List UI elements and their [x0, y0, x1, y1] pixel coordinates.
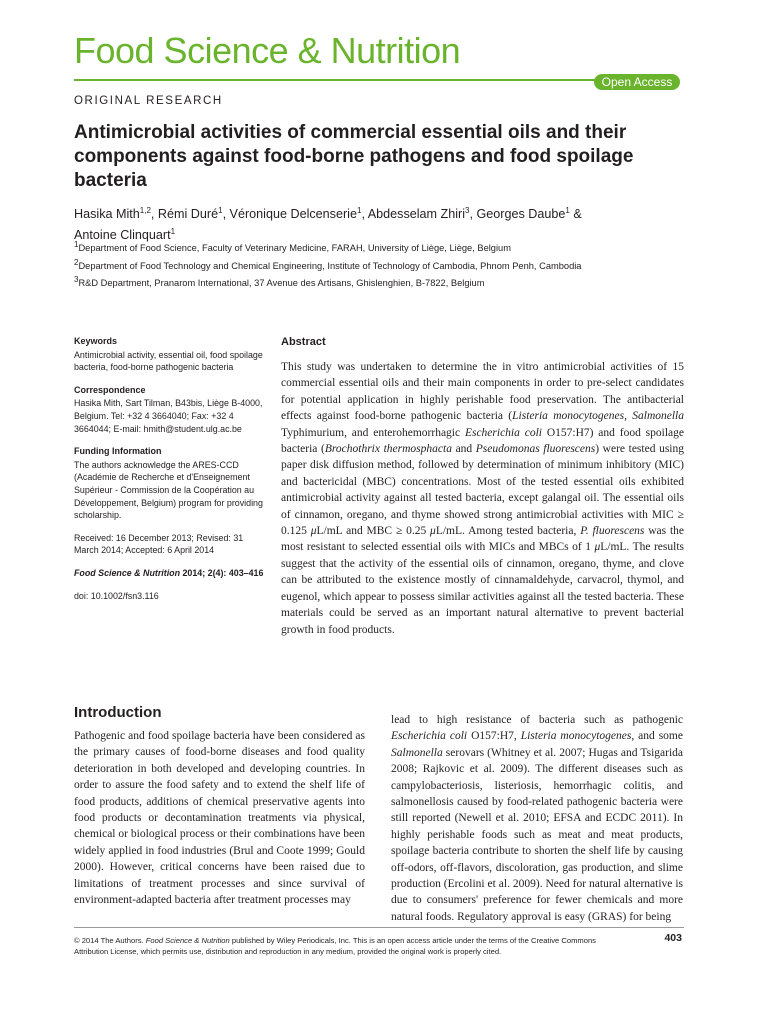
correspondence-text: Hasika Mith, Sart Tilman, B43bis, Liège B-4000, Belgium. Tel: +32 4 3664040; Fax: +32 4 3664044; E-mail: hmith@student.ulg.ac.be: [74, 398, 263, 434]
introduction-column-1: Pathogenic and food spoilage bacteria have been considered as the primary causes of food-borne diseases and food quality deterioration in both developed and developing countries. In order to assure the food safety and to extend the shelf life of food products, additions of chemical preservative agents into food products or decontamination treatments via physical, chemical or biological process or their combinations have been widely applied in food industries (Brul and Coote 1999; Gould 2000). However, critical concerns have been raised due to limitations of treatment processes and since survival of environment-adapted bacteria after treatment processes may: [74, 730, 365, 907]
affiliation-2: $^2$Department of Food Technology and Chemical Engineering, Institute of Technology of Cambodia, Phnom Penh, Cambodia: [74, 257, 582, 271]
affiliations: [74, 238, 694, 291]
funding-heading: Funding Information: [74, 446, 162, 457]
introduction-column-2: lead to high resistance of bacteria such as pathogenic Escherichia coli O157:H7, Listeria monocytogenes, and some Salmonella serovars (Whitney et al. 2007; Hugas and Tsigarida 2008; Rajkovic et al. 2009). The different diseases such as campylobacteriosis, listeriosis, hemorrhagic colitis, and salmonellosis caused by food-related pathogenic bacteria were still reported (Newell et al. 2010; EFSA and ECDC 2011). In highly perishable foods such as meat and meat products, spoilage bacteria contribute to shorten the shelf life by causing off-odors, off-flavors, discoloration, gas production, and slime production (Ercolini et al. 2009). Need for natural alternative is due to consumers' preference for fewer chemicals and more natural foods. Regulatory approval is easy (GRAS) for being: [391, 714, 683, 923]
journal-title: Food Science & Nutrition: [74, 30, 461, 71]
article-info-sidebar: [74, 335, 264, 602]
introduction-heading: Introduction: [74, 704, 162, 721]
affiliation-1: $^1$Department of Food Science, Faculty of Veterinary Medicine, FARAH, University of Liège, Liège, Belgium: [74, 240, 511, 254]
funding-text: The authors acknowledge the ARES-CCD (Académie de Recherche et d'Enseignement Supérieur - Commission de la Coopération au Développement, Belgium) program for providing scholarship.: [74, 459, 263, 521]
footer-rule: [74, 927, 684, 928]
citation-details: 2014; 2(4): 403–416: [180, 567, 264, 578]
citation-journal: Food Science & Nutrition: [74, 567, 181, 578]
authors-line-2: Antoine Clinquart$^1$: [74, 227, 176, 243]
keywords-heading: Keywords: [74, 336, 118, 346]
header-rule: [74, 79, 674, 81]
keywords-text: Antimicrobial activity, essential oil, food spoilage bacteria, food-borne pathogenic bacteria: [74, 349, 263, 373]
doi: doi: 10.1002/fsn3.116: [74, 590, 159, 601]
article-dates: Received: 16 December 2013; Revised: 31 March 2014; Accepted: 6 April 2014: [74, 532, 244, 556]
license-notice: © 2014 The Authors. Food Science & Nutrition published by Wiley Periodicals, Inc. This is an open access article under the terms of the Creative Commons Attribution License, which permits use, distribution and reproduction in any medium, provided the original work is properly cited.: [74, 936, 596, 957]
section-label: ORIGINAL RESEARCH: [74, 95, 223, 107]
authors-line-1: Hasika Mith$^{1,2}$, Rémi Duré$^1$, Véronique Delcenserie$^1$, Abdesselam Zhiri$^3$, Georges Daube$^1$ &: [74, 206, 582, 222]
page-number: 403: [664, 932, 682, 944]
affiliation-3: $^3$R&D Department, Pranarom International, 37 Avenue des Artisans, Ghislenghien, B-7822, Belgium: [74, 275, 485, 289]
abstract-body: This study was undertaken to determine the in vitro antimicrobial activities of 15 commercial essential oils and their main components in order to pre-select candidates for potential application in highly perishable food preservation. The antibacterial effects against food-borne pathogenic bacteria (Listeria monocytogenes, Salmonella Typhimurium, and enterohemorrhagic Escherichia coli O157:H7) and food spoilage bacteria (Brochothrix thermosphacta and Pseudomonas fluorescens) were tested using paper disk diffusion method, followed by determination of minimum inhibitory (MIC) and bactericidal (MBC) concentrations. Most of the tested essential oils exhibited antimicrobial activity against all tested bacteria, except galangal oil. The essential oils of cinnamon, oregano, and thyme showed strong antimicrobial activities with MIC ≥ 0.125 μL/mL and MBC ≥ 0.25 μL/mL. Among tested bacteria, P. fluorescens was the most resistant to selected essential oils with MICs and MBCs of 1 μL/mL. The results suggest that the activity of the essential oils of cinnamon, oregano, thyme, and clove can be attributed to the existence mostly of cinnamaldehyde, carvacrol, thymol, and eugenol, which appear to possess similar activities against all the tested bacteria. These materials could be served as an important natural alternative to prevent bacterial growth in food products.: [281, 361, 685, 636]
citation: [74, 567, 264, 580]
open-access-badge: Open Access: [594, 74, 680, 90]
correspondence-heading: Correspondence: [74, 384, 146, 395]
article-title: Antimicrobial activities of commercial essential oils and their components against food-borne pathogens and food spoilage bacteria: [74, 122, 634, 191]
abstract-heading: Abstract: [281, 336, 326, 348]
